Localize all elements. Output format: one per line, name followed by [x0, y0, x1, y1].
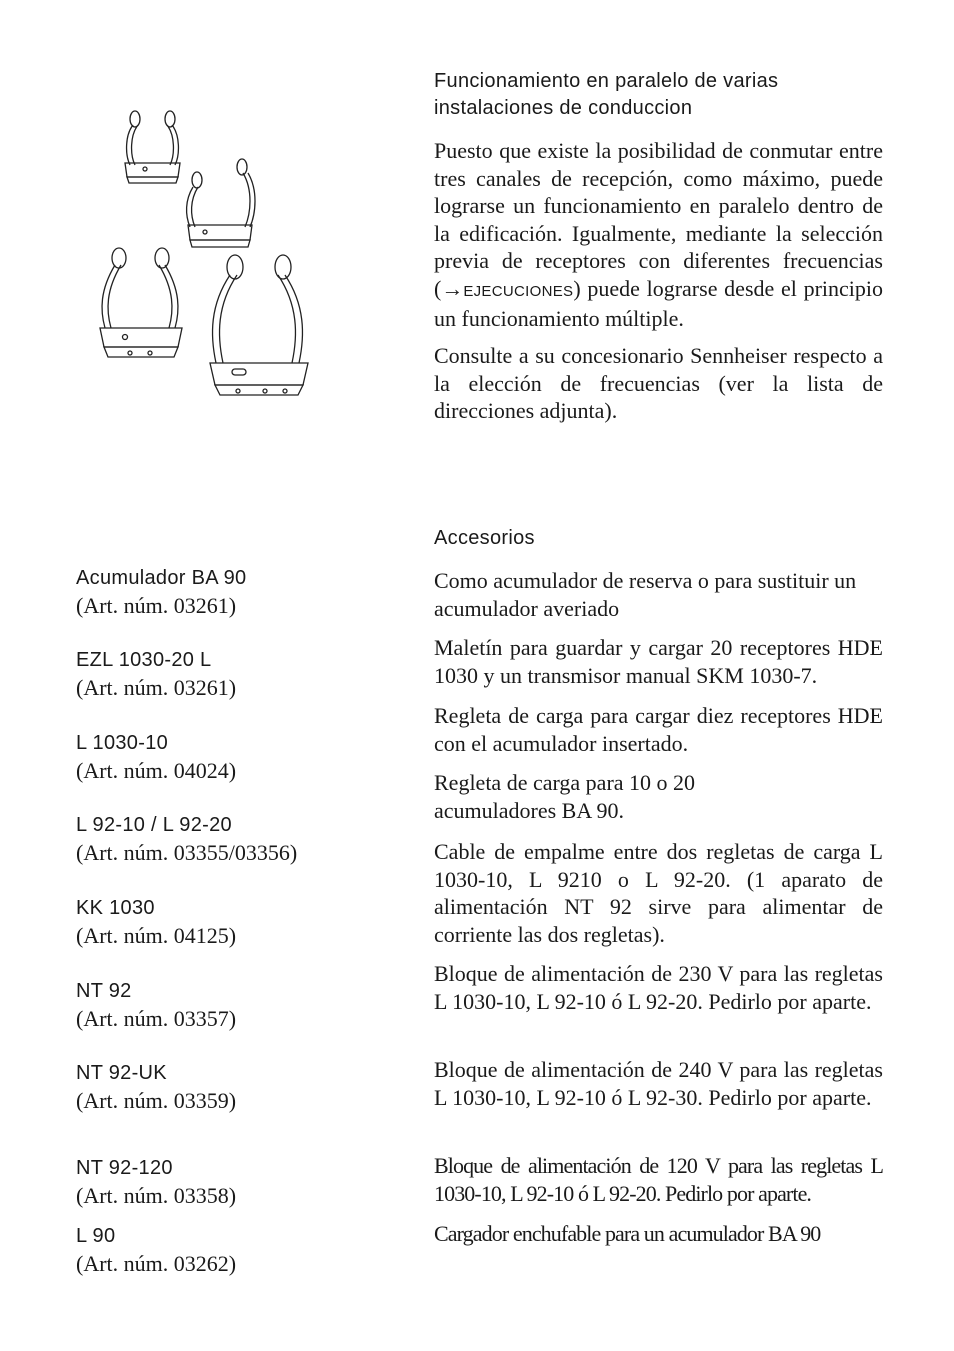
arrow-icon: → [441, 275, 464, 301]
accessory-item [76, 647, 376, 702]
ejecuciones-reference: EJECUCIONES [463, 282, 574, 300]
receiver-small-2-icon [187, 159, 255, 247]
paragraph-parallel-operation [434, 137, 883, 333]
heading-line-1: Funcionamiento en paralelo de varias [434, 70, 779, 92]
receivers-illustration [90, 95, 330, 405]
accessory-name: EZL 1030-20 L [76, 649, 212, 671]
accessory-art-number: (Art. núm. 03261) [76, 675, 237, 700]
section-heading-accessories: Accesorios [434, 527, 535, 549]
accessory-item [76, 978, 376, 1033]
heading-line-2: instalaciones de conduccion [434, 97, 693, 119]
accessory-description: Como acumulador de reserva o para sustituir un acumulador averiado [434, 568, 857, 621]
paragraph-dealer: Consulte a su concesionario Sennheiser respecto a la elección de frecuencias (ver la lista de direcciones adjunta). [434, 343, 883, 423]
accessory-description: Regleta de carga para cargar diez receptores HDE con el acumulador insertado. [434, 703, 883, 756]
accessory-description: Bloque de alimentación de 120 V para las regletas L 1030-10, L 92-10 ó L 92-20. Pedirlo por aparte. [434, 1153, 883, 1206]
accessory-description: Bloque de alimentación de 230 V para las regletas L 1030-10, L 92-10 ó L 92-20. Pedirlo por aparte. [434, 961, 883, 1014]
accessory-item [76, 565, 376, 620]
accessory-name: L 1030-10 [76, 732, 169, 754]
accessory-name: L 90 [76, 1225, 116, 1247]
accessory-art-number: (Art. núm. 03359) [76, 1088, 237, 1113]
accessory-name: NT 92 [76, 980, 132, 1002]
accessory-name: Acumulador BA 90 [76, 567, 247, 589]
accessory-art-number: (Art. núm. 03261) [76, 593, 237, 618]
accessory-art-number: (Art. núm. 04024) [76, 758, 237, 783]
accessory-item [76, 1223, 376, 1278]
accessory-item [76, 730, 376, 785]
para1-text-b: ) puede lograrse desde el principio un funcionamiento múltiple. [434, 275, 883, 331]
accessory-item [76, 1060, 376, 1115]
accessory-art-number: (Art. núm. 04125) [76, 923, 237, 948]
accessory-description: Bloque de alimentación de 240 V para las regletas L 1030-10, L 92-10 ó L 92-30. Pedirlo por aparte. [434, 1057, 883, 1110]
accessory-name: NT 92-UK [76, 1062, 167, 1084]
receiver-large-icon [210, 255, 308, 395]
accessory-description: Regleta de carga para 10 o 20 acumuladores BA 90. [434, 770, 696, 823]
accessory-art-number: (Art. núm. 03262) [76, 1251, 237, 1276]
accessory-name: L 92-10 / L 92-20 [76, 814, 232, 836]
accessory-description: Maletín para guardar y cargar 20 receptores HDE 1030 y un transmisor manual SKM 1030-7. [434, 635, 883, 688]
para1-text-a: Puesto que existe la posibilidad de conmutar entre tres canales de recepción, como máximo, puede lograrse un funcionamiento en paralelo dentro de la edificación. Igualmente, mediante la selección previa de receptores con diferentes frecuencias ( [434, 138, 883, 301]
section-heading-parallel [434, 68, 778, 122]
accessory-name: NT 92-120 [76, 1157, 173, 1179]
accessory-name: KK 1030 [76, 897, 155, 919]
accessory-art-number: (Art. núm. 03358) [76, 1183, 237, 1208]
accessory-description: Cable de empalme entre dos regletas de carga L 1030-10, L 9210 o L 92-20. (1 aparato de alimentación NT 92 sirve para alimentar de corriente las dos regletas). [434, 839, 883, 947]
accessory-item [76, 1155, 376, 1210]
receiver-medium-icon [100, 248, 182, 357]
accessory-item [76, 895, 376, 950]
accessory-item [76, 812, 376, 867]
accessory-art-number: (Art. núm. 03355/03356) [76, 840, 298, 865]
receiver-small-1-icon [125, 111, 180, 183]
accessory-description: Cargador enchufable para un acumulador BA 90 [434, 1221, 821, 1246]
accessory-art-number: (Art. núm. 03357) [76, 1006, 237, 1031]
